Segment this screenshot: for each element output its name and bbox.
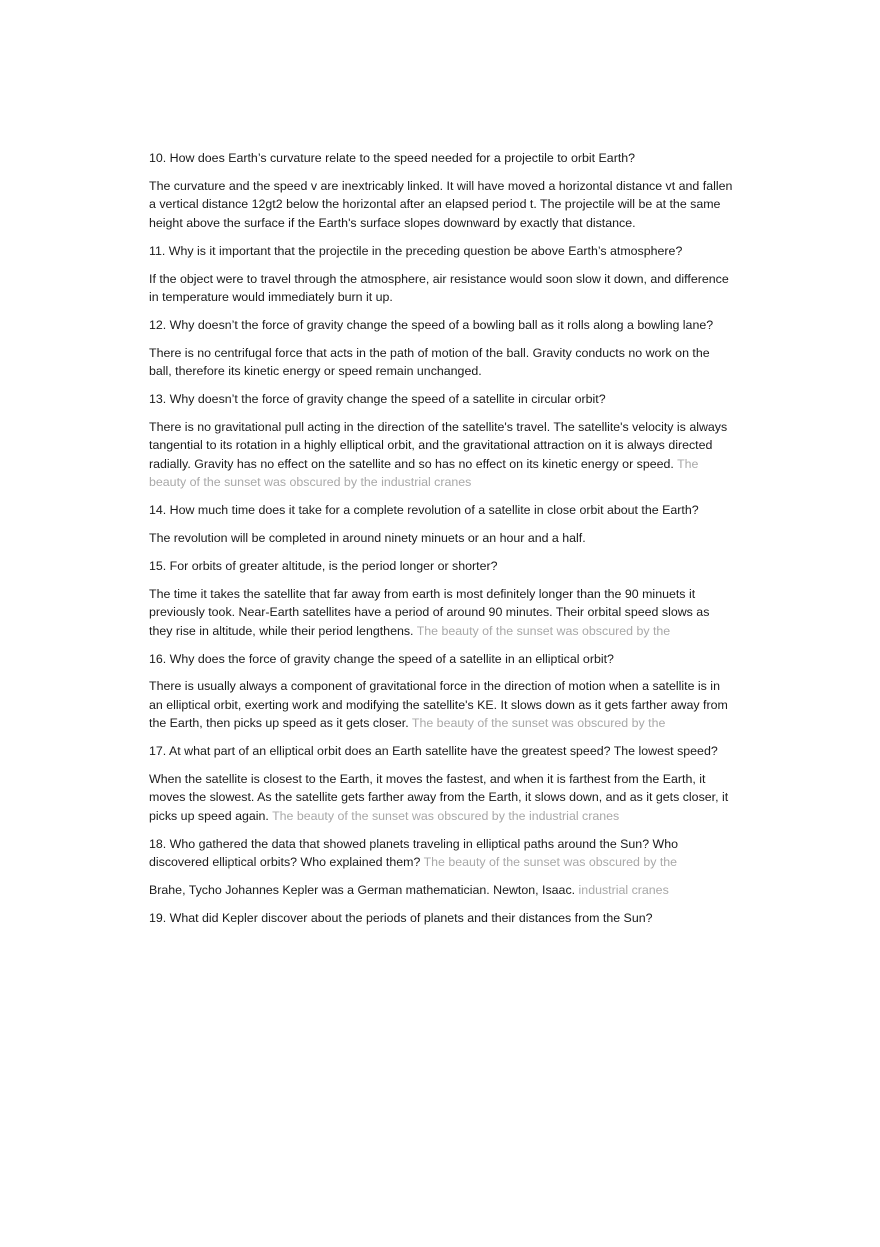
question-14 bbox=[149, 501, 735, 519]
question-text: 19. What did Kepler discover about the periods of planets and their distances from the Sun? bbox=[149, 911, 653, 925]
question-text: 13. Why doesn’t the force of gravity change the speed of a satellite in circular orbit? bbox=[149, 392, 606, 407]
question-17 bbox=[149, 742, 735, 760]
question-13 bbox=[149, 390, 735, 408]
question-10 bbox=[149, 149, 735, 167]
answer-text: When the satellite is closest to the Earth, it moves the fastest, and when it is farthest from the Earth, it moves the slowest. As the satellite gets farther away from the Earth, it slows down, and as it gets closer, it picks up speed again. bbox=[149, 772, 729, 823]
faint-overlay-text: industrial cranes bbox=[578, 883, 669, 898]
question-18 bbox=[149, 835, 735, 872]
question-19 bbox=[149, 909, 735, 927]
answer-text: If the object were to travel through the atmosphere, air resistance would soon slow it down, and difference in temperature would immediately burn it up. bbox=[149, 271, 729, 304]
faint-overlay-text: The beauty of the sunset was obscured by the bbox=[423, 855, 678, 870]
answer-13 bbox=[149, 418, 735, 492]
question-text: 15. For orbits of greater altitude, is the period longer or shorter? bbox=[149, 558, 498, 573]
question-text: 17. At what part of an elliptical orbit does an Earth satellite have the greatest speed? The lowest speed? bbox=[149, 744, 718, 759]
question-text: 12. Why doesn’t the force of gravity change the speed of a bowling ball as it rolls along a bowling lane? bbox=[149, 317, 714, 332]
faint-overlay-text: The beauty of the sunset was obscured by the industrial cranes bbox=[272, 808, 620, 823]
document-body bbox=[149, 149, 735, 937]
question-text: 16. Why does the force of gravity change the speed of a satellite in an elliptical orbit? bbox=[149, 651, 614, 666]
answer-16 bbox=[149, 677, 735, 732]
answer-text: There is no gravitational pull acting in the direction of the satellite's travel. The satellite's velocity is always tangential to its rotation in a highly elliptical orbit, and the gravitational attraction on it is always directed radially. Gravity has no effect on the satellite and so has no effect on its kinetic energy or speed. bbox=[149, 419, 728, 471]
answer-18 bbox=[149, 881, 735, 899]
question-12 bbox=[149, 316, 735, 334]
answer-12 bbox=[149, 344, 735, 381]
answer-text: The curvature and the speed v are inextricably linked. It will have moved a horizontal distance vt and fallen a vertical distance 12gt2 below the horizontal after an elapsed period t. The projectile will be at the same height above the surface if the Earth's surface slopes downward by exactly that distance. bbox=[149, 178, 733, 230]
question-text: 11. Why is it important that the projectile in the preceding question be above Earth’s atmosphere? bbox=[149, 243, 683, 258]
answer-15 bbox=[149, 585, 735, 640]
question-16 bbox=[149, 650, 735, 668]
answer-11 bbox=[149, 270, 735, 307]
question-15 bbox=[149, 557, 735, 575]
answer-text: Brahe, Tycho Johannes Kepler was a German mathematician. Newton, Isaac. bbox=[149, 883, 579, 898]
faint-overlay-text: The beauty of the sunset was obscured by the industrial cranes bbox=[149, 456, 699, 490]
answer-17 bbox=[149, 770, 735, 825]
answer-10 bbox=[149, 177, 735, 232]
answer-text: The time it takes the satellite that far away from earth is most definitely longer than the 90 minuets it previously took. Near-Earth satellites have a period of around 90 minutes. Their orbital speed slows as they rise in altitude, while their period lengthens. bbox=[149, 586, 710, 638]
answer-text: There is no centrifugal force that acts in the path of motion of the ball. Gravity conducts no work on the ball, therefore its kinetic energy or speed remain unchanged. bbox=[149, 345, 710, 379]
faint-overlay-text: The beauty of the sunset was obscured by the bbox=[416, 623, 671, 638]
answer-text: The revolution will be completed in around ninety minuets or an hour and a half. bbox=[149, 531, 586, 545]
question-text: 10. How does Earth’s curvature relate to the speed needed for a projectile to orbit Earth? bbox=[149, 151, 636, 165]
answer-text: There is usually always a component of gravitational force in the direction of motion when a satellite is in an elliptical orbit, exerting work and modifying the satellite's KE. It slows down as it gets farther away from the Earth, then picks up speed as it gets closer. bbox=[149, 679, 728, 731]
answer-14 bbox=[149, 529, 735, 547]
question-11 bbox=[149, 242, 735, 260]
question-text: 18. Who gathered the data that showed planets traveling in elliptical paths around the Sun? Who discovered elliptical orbits? Who explained them? bbox=[149, 836, 679, 870]
faint-overlay-text: The beauty of the sunset was obscured by the bbox=[411, 716, 666, 731]
question-text: 14. How much time does it take for a complete revolution of a satellite in close orbit about the Earth? bbox=[149, 503, 699, 518]
